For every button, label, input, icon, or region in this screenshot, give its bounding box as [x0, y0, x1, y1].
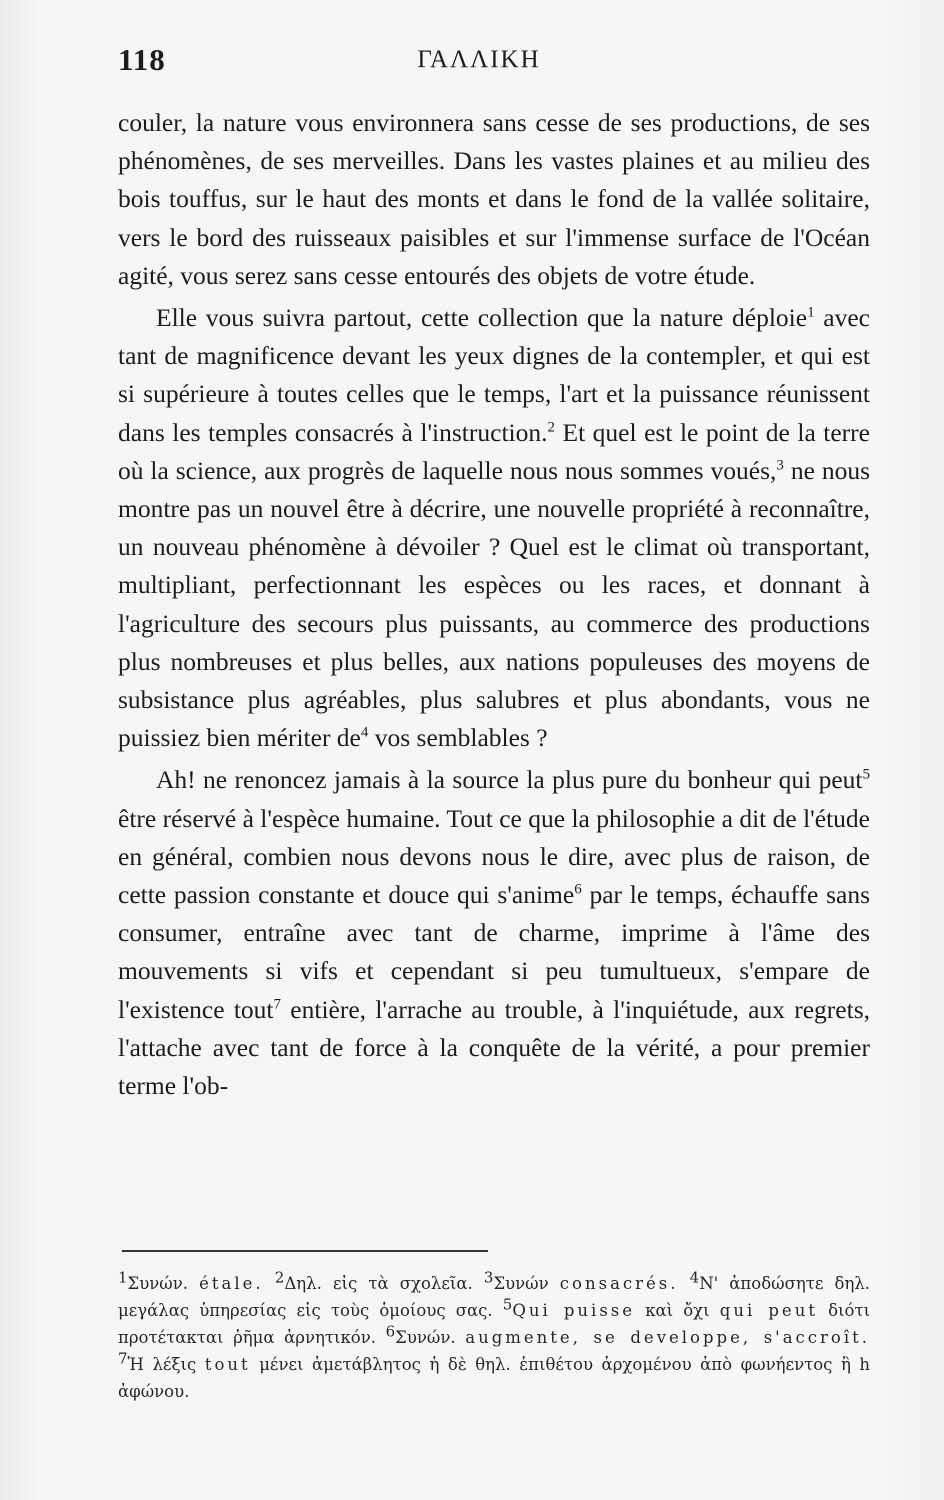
footnote-number-2: 2	[274, 1268, 285, 1287]
footnote-1-greek: Συνών.	[127, 1274, 189, 1293]
footnote-6-french: augmente, se developpe, s'accroît.	[465, 1328, 871, 1347]
footnote-ref-4: 4	[360, 724, 369, 741]
page-number: 118	[118, 42, 166, 77]
paragraph-1	[118, 104, 870, 295]
footnote-number-5: 5	[502, 1295, 513, 1314]
footnote-number-1: 1	[118, 1268, 128, 1287]
footnote-2-text: Δηλ. εἰς τὰ σχολεῖα.	[284, 1274, 473, 1293]
footnote-ref-3: 3	[776, 457, 784, 474]
paragraph-3-text-c: par le temps, échauffe sans consumer, entraîne avec tant de charme, imprime à l'âme des mouvements si vifs et cependant si peu tumultueux, s'empare de l'existence tout	[118, 880, 870, 1024]
footnote-ref-5: 5	[862, 766, 870, 783]
paragraph-2-text-e: vos semblables ?	[368, 723, 548, 753]
paragraph-3	[118, 761, 870, 1105]
footnote-ref-7: 7	[273, 996, 282, 1013]
paragraph-2-text-b: avec tant de magnificence devant les yeux dignes de la contempler, et qui est si supérieure à toutes celles que le temps, l'art et la puissance réunissent dans les temples consacrés à l'instruction.	[118, 303, 870, 447]
footnote-7-greek-b: μένει ἀμετάβλητος ἡ δὲ θηλ. ἐπιθέτου ἀρχομένου ἀπὸ φωνήεντος ἢ h ἀφώνου.	[118, 1355, 870, 1401]
footnote-number-3: 3	[483, 1268, 494, 1287]
footnote-7-greek-a: Ἡ λέξις	[127, 1355, 197, 1374]
footnote-ref-6: 6	[574, 881, 582, 898]
footnote-number-4: 4	[689, 1268, 700, 1287]
footnote-4-text: Ν' ἀποδώσητε δηλ. μεγάλας ὑπηρεσίας εἰς τοὺς ὁμοίους σας.	[118, 1274, 871, 1320]
main-text	[118, 104, 870, 1105]
footnote-5-greek-a: καὶ ὄχι	[645, 1301, 710, 1320]
paragraph-3-text-a: Ah! ne renoncez jamais à la source la plus pure du bonheur qui peut	[156, 765, 863, 795]
footnote-6-greek: Συνών.	[395, 1328, 456, 1347]
paragraph-1-text: couler, la nature vous environnera sans cesse de ses productions, de ses phénomènes, de ses merveilles. Dans les vastes plaines et au milieu des bois touffus, sur le haut des monts et dans le fond de la vallée solitaire, vers le bord des ruisseaux paisibles et sur l'immense surface de l'Océan agité, vous serez sans cesse entourés des objets de votre étude.	[118, 108, 870, 290]
footnote-3-french: consacrés.	[559, 1274, 679, 1293]
paragraph-3-text-d: entière, l'arrache au trouble, à l'inquiétude, aux regrets, l'attache avec tant de force à la conquête de la vérité, a pour premier terme l'ob-	[118, 994, 871, 1101]
running-title: ΓΑΛΛΙΚΗ	[417, 46, 541, 73]
paragraph-2-text-a: Elle vous suivra partout, cette collection que la nature déploie	[156, 303, 808, 333]
footnote-number-6: 6	[385, 1322, 396, 1341]
footnote-5-french-b: qui peut	[719, 1301, 818, 1320]
footnote-ref-1: 1	[807, 304, 815, 321]
paragraph-3-text-b: être réservé à l'espèce humaine. Tout ce que la philosophie a dit de l'étude en général, combien nous devons nous le dire, avec plus de raison, de cette passion constante et douce qui s'anime	[118, 803, 870, 910]
paragraph-2	[118, 299, 870, 757]
footnote-5-greek-b: διότι προτέτακται ῥῆμα ἀρνητικόν.	[118, 1301, 871, 1347]
footnote-1-french: étale.	[199, 1274, 264, 1293]
footnote-5-french-a: Qui puisse	[512, 1301, 636, 1320]
footnote-number-7: 7	[118, 1349, 128, 1368]
footnote-7-french: tout	[204, 1355, 251, 1374]
footnote-3-greek: Συνών	[493, 1274, 549, 1293]
footnote-ref-2: 2	[547, 419, 555, 436]
footnote-divider	[122, 1250, 488, 1252]
page-header	[118, 42, 878, 82]
footnotes	[118, 1270, 870, 1405]
paragraph-2-text-c: Et quel est le point de la terre où la science, aux progrès de laquelle nous nous sommes voués,	[118, 417, 870, 485]
paragraph-2-text-d: ne nous montre pas un nouvel être à décrire, une nouvelle propriété à reconnaître, un nouveau phénomène à dévoiler ? Quel est le climat où transportant, multipliant, perfectionnant les espèces ou les races, et donnant à l'agriculture des secours plus puissants, au commerce des productions plus nombreuses et plus belles, aux nations populeuses des moyens de subsistance plus agréables, plus salubres et plus abondants, vous ne puissiez bien mériter de	[118, 455, 870, 753]
